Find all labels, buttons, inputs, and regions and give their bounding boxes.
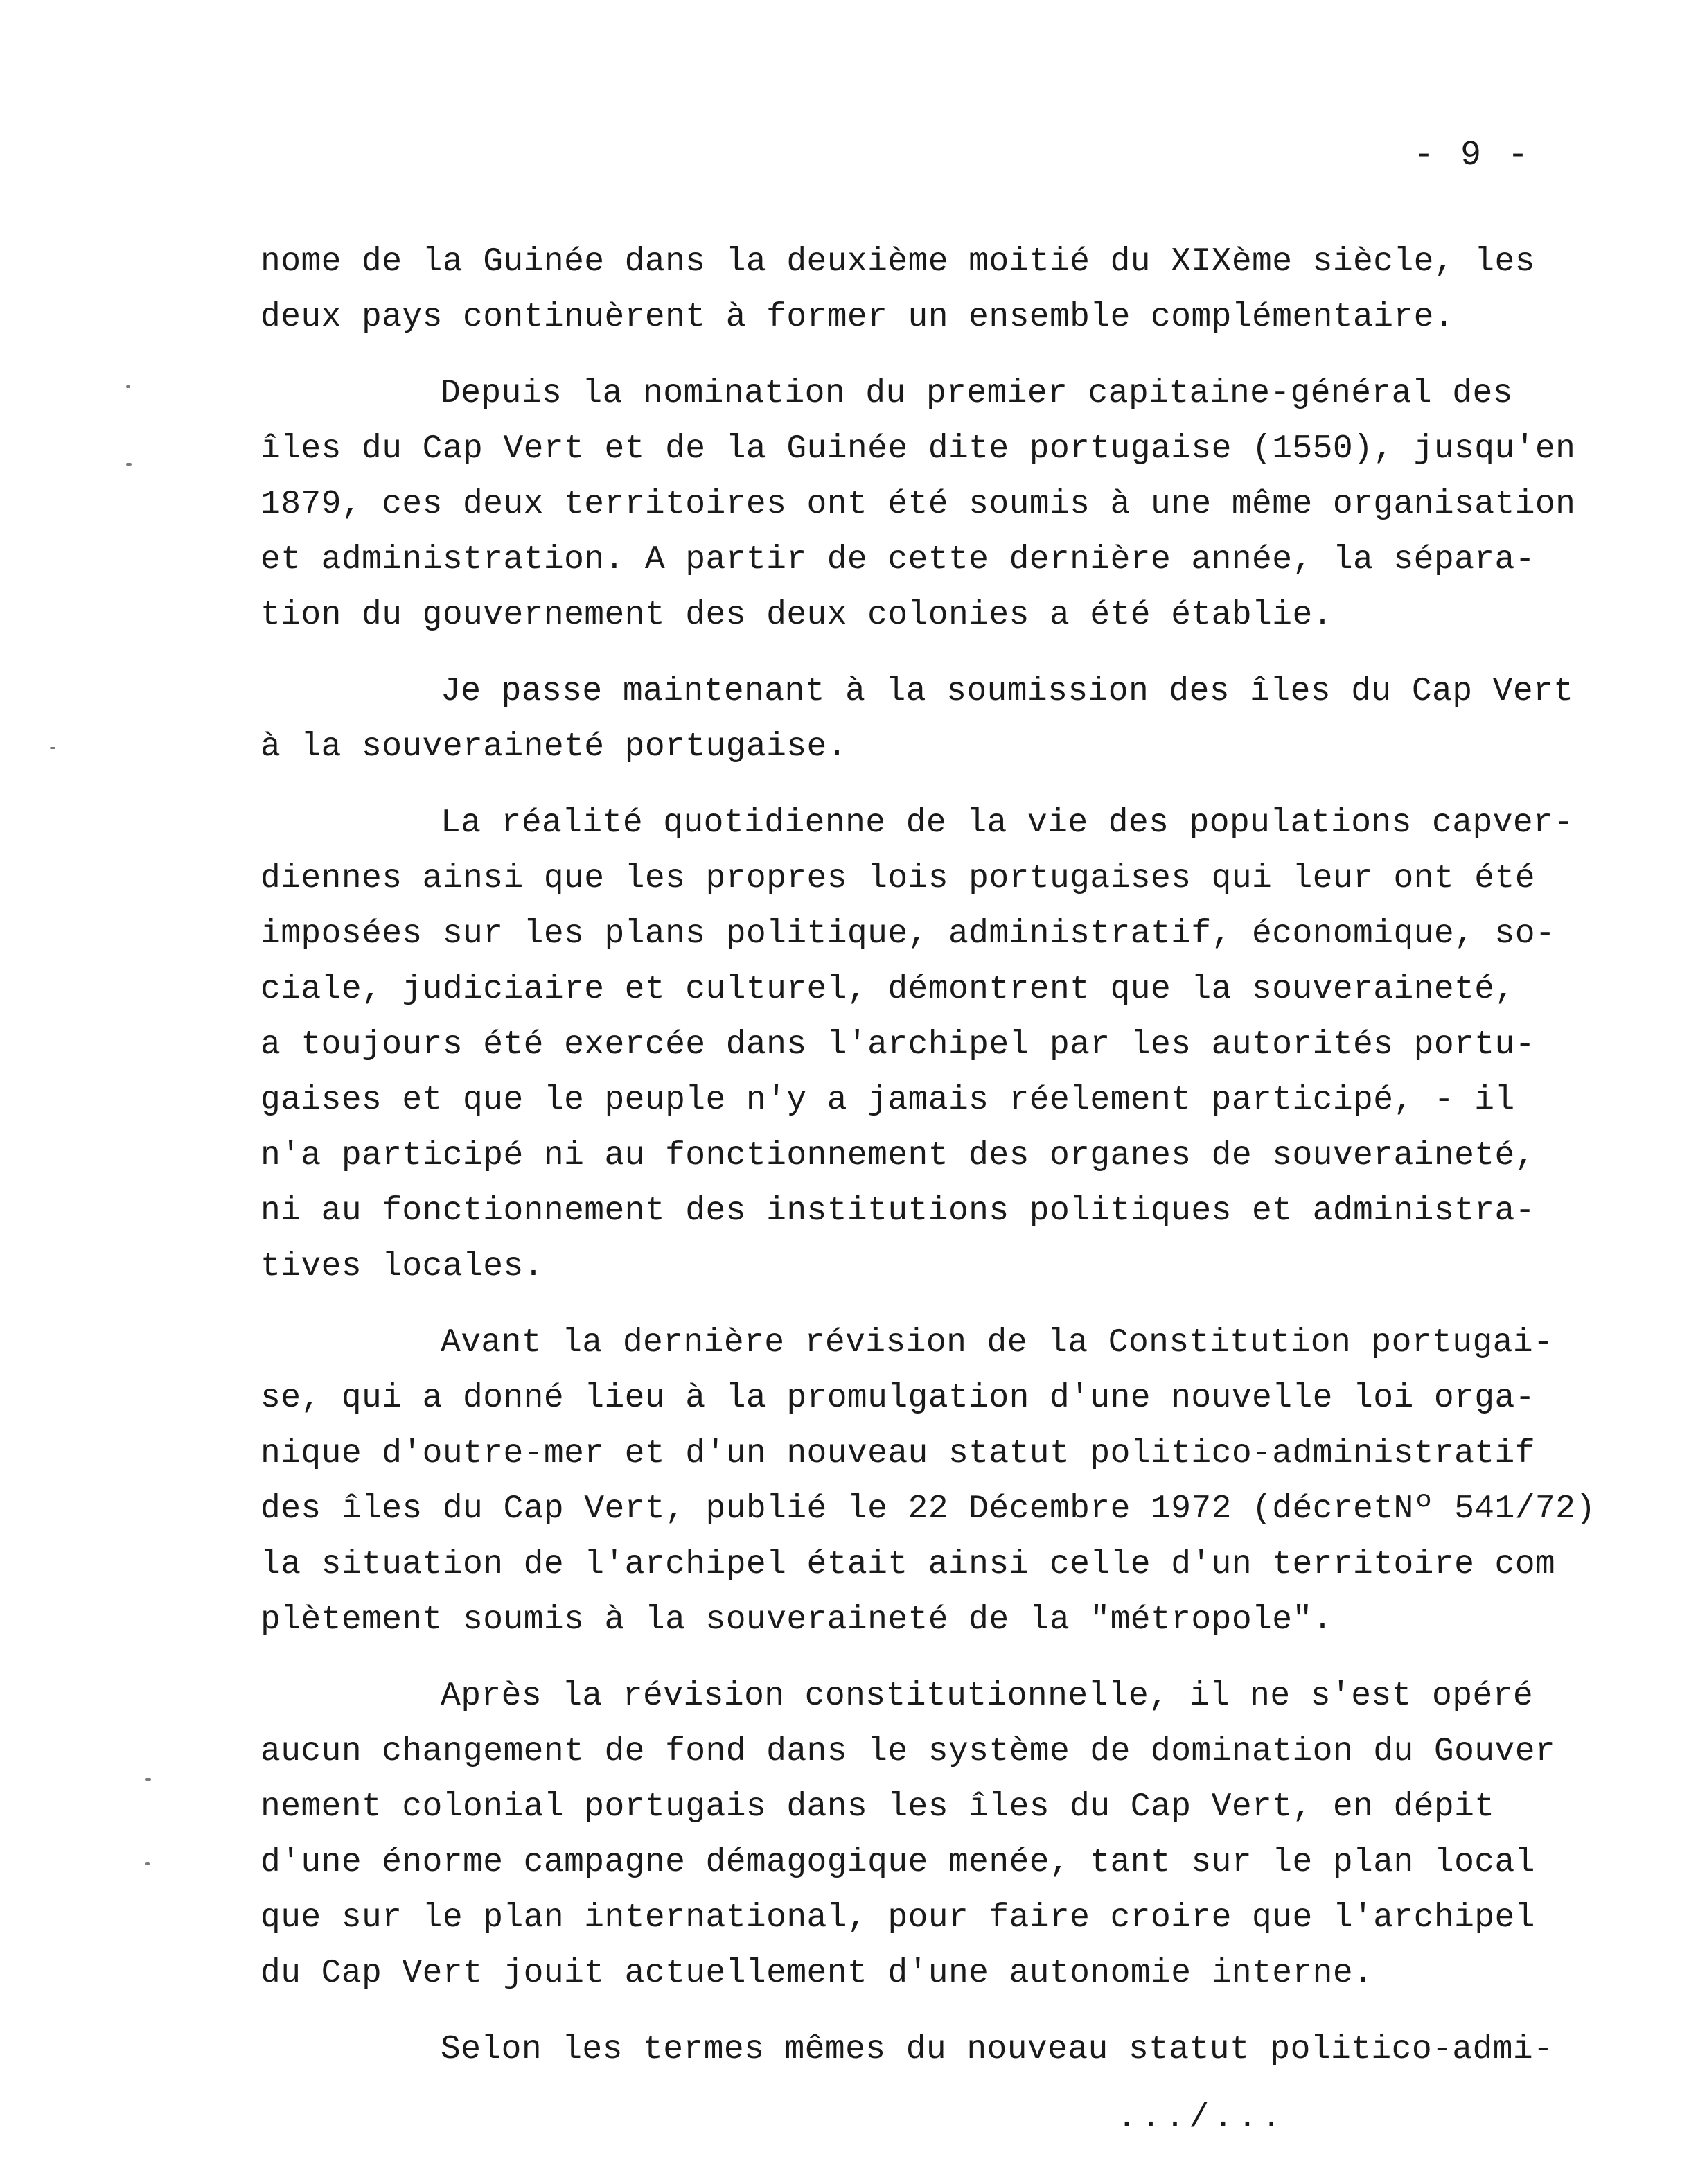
text-line: Depuis la nomination du premier capitaine-général des xyxy=(441,375,1513,412)
text-line: aucun changement de fond dans le système de domination du Gouver xyxy=(260,1733,1556,1770)
text-line: d'une énorme campagne démagogique menée, tant sur le plan local xyxy=(260,1844,1535,1881)
text-line: 1879, ces deux territoires ont été soumis à une même organisation xyxy=(260,486,1576,523)
scan-speck xyxy=(126,385,130,388)
scan-speck xyxy=(50,747,55,749)
text-line: Je passe maintenant à la soumission des îles du Cap Vert xyxy=(441,673,1574,710)
text-line: gaises et que le peuple n'y a jamais réelement participé, - il xyxy=(260,1082,1515,1119)
scan-speck xyxy=(145,1862,150,1865)
text-line: Après la révision constitutionnelle, il ne s'est opéré xyxy=(441,1677,1534,1715)
scan-speck xyxy=(145,1778,151,1781)
continuation-mark: .../... xyxy=(1117,2099,1286,2137)
text-line: a toujours été exercée dans l'archipel par les autorités portu- xyxy=(260,1026,1535,1064)
text-line: des îles du Cap Vert, publié le 22 Décembre 1972 (décretNº 541/72) xyxy=(260,1490,1596,1528)
text-line: nement colonial portugais dans les îles du Cap Vert, en dépit xyxy=(260,1788,1495,1826)
text-line: Selon les termes mêmes du nouveau statut politico-admi- xyxy=(441,2031,1554,2068)
text-line: deux pays continuèrent à former un ensemble complémentaire. xyxy=(260,299,1455,336)
text-line: diennes ainsi que les propres lois portugaises qui leur ont été xyxy=(260,860,1535,897)
text-line: se, qui a donné lieu à la promulgation d'une nouvelle loi orga- xyxy=(260,1380,1535,1417)
text-line: ciale, judiciaire et culturel, démontrent que la souveraineté, xyxy=(260,971,1515,1008)
text-line: n'a participé ni au fonctionnement des organes de souveraineté, xyxy=(260,1137,1535,1174)
text-line: Avant la dernière révision de la Constitution portugai- xyxy=(441,1324,1554,1362)
text-line: tion du gouvernement des deux colonies a été établie. xyxy=(260,597,1333,634)
text-line: que sur le plan international, pour faire croire que l'archipel xyxy=(260,1899,1535,1937)
text-line: la situation de l'archipel était ainsi celle d'un territoire com xyxy=(260,1546,1556,1583)
text-line: La réalité quotidienne de la vie des populations capver- xyxy=(441,804,1574,842)
scan-speck xyxy=(126,463,132,466)
text-line: et administration. A partir de cette dernière année, la sépara- xyxy=(260,541,1535,579)
text-line: îles du Cap Vert et de la Guinée dite portugaise (1550), jusqu'en xyxy=(260,430,1576,468)
text-line: nique d'outre-mer et d'un nouveau statut politico-administratif xyxy=(260,1435,1535,1472)
text-line: du Cap Vert jouit actuellement d'une autonomie interne. xyxy=(260,1955,1374,1992)
text-line: ni au fonctionnement des institutions politiques et administra- xyxy=(260,1192,1535,1230)
text-line: à la souveraineté portugaise. xyxy=(260,728,847,766)
text-line: tives locales. xyxy=(260,1248,544,1285)
page-number: - 9 - xyxy=(1413,136,1532,175)
text-line: nome de la Guinée dans la deuxième moitié du XIXème siècle, les xyxy=(260,243,1535,281)
text-line: imposées sur les plans politique, administratif, économique, so- xyxy=(260,915,1556,953)
text-line: plètement soumis à la souveraineté de la "métropole". xyxy=(260,1601,1333,1639)
